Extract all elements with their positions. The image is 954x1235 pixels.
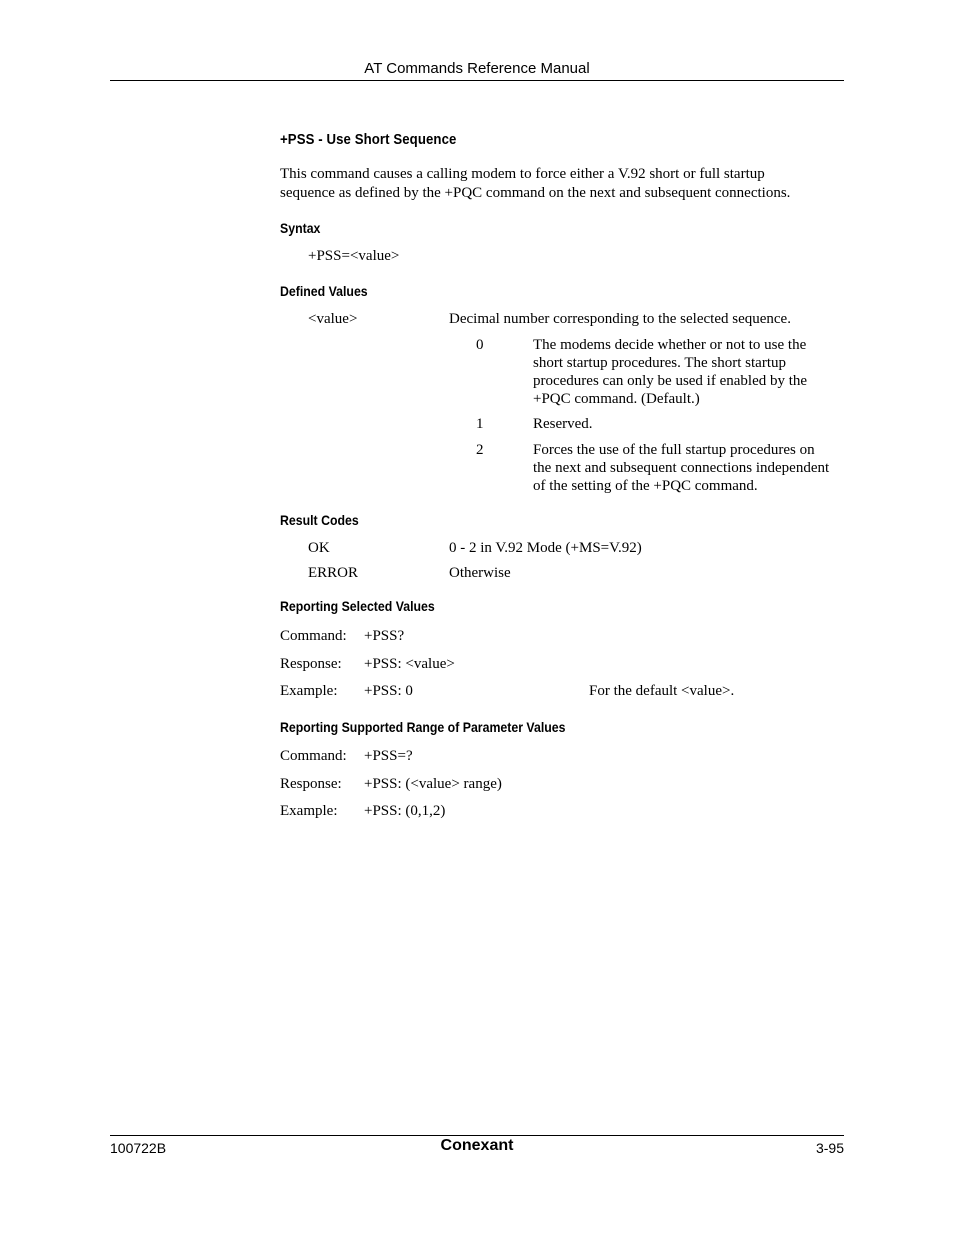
param-name: <value>: [308, 311, 358, 327]
syntax-command: +PSS=<value>: [308, 248, 400, 264]
option-code-0: 0: [476, 337, 484, 353]
intro-paragraph: [280, 165, 790, 203]
option-desc-0: [533, 336, 807, 408]
running-header-title: AT Commands Reference Manual: [364, 60, 590, 77]
option-desc-line: Forces the use of the full startup procedures on: [533, 442, 815, 458]
option-desc-line: procedures can only be used if enabled by the: [533, 373, 808, 389]
footer-rule: [110, 1135, 844, 1136]
reporting-selected-heading: Reporting Selected Values: [280, 598, 435, 614]
option-desc-1: [533, 415, 593, 433]
reporting-range-heading: Reporting Supported Range of Parameter Values: [280, 719, 566, 735]
selected-example-value: +PSS: 0: [364, 683, 413, 699]
syntax-heading: Syntax: [280, 220, 321, 236]
selected-command-label: Command:: [280, 628, 347, 644]
intro-line: This command causes a calling modem to force either a V.92 short or full startup: [280, 166, 765, 182]
footer-doc-number: 100722B: [110, 1140, 167, 1156]
option-desc-2: [533, 441, 829, 495]
result-desc-ok: 0 - 2 in V.92 Mode (+MS=V.92): [449, 540, 642, 556]
result-desc-error: Otherwise: [449, 565, 511, 581]
footer-page-number: 3-95: [815, 1140, 844, 1156]
option-desc-line: of the setting of the +PQC command.: [533, 478, 758, 494]
selected-response-label: Response:: [280, 656, 342, 672]
range-command-value: +PSS=?: [364, 748, 413, 764]
result-codes-heading: Result Codes: [280, 512, 359, 528]
selected-response-value: +PSS: <value>: [364, 656, 455, 672]
option-desc-line: +PQC command. (Default.): [533, 391, 700, 407]
result-code-ok: OK: [308, 540, 330, 556]
result-code-error: ERROR: [308, 565, 359, 581]
option-code-2: 2: [476, 442, 484, 458]
option-desc-line: short startup procedures. The short startup: [533, 355, 787, 371]
selected-command-value: +PSS?: [364, 628, 405, 644]
option-desc-line: The modems decide whether or not to use the: [533, 337, 807, 353]
range-example-value: +PSS: (0,1,2): [364, 803, 446, 819]
range-example-label: Example:: [280, 803, 338, 819]
option-desc-line: the next and subsequent connections independent: [533, 460, 830, 476]
footer-company: Conexant: [440, 1137, 514, 1154]
defined-values-heading: Defined Values: [280, 283, 368, 299]
range-response-label: Response:: [280, 776, 342, 792]
range-response-value: +PSS: (<value> range): [364, 776, 502, 792]
option-desc-line: Reserved.: [533, 416, 593, 432]
selected-example-note: For the default <value>.: [589, 683, 735, 699]
param-description: Decimal number corresponding to the selected sequence.: [449, 311, 791, 327]
selected-example-label: Example:: [280, 683, 338, 699]
option-code-1: 1: [476, 416, 484, 432]
section-title: +PSS - Use Short Sequence: [280, 131, 457, 148]
range-command-label: Command:: [280, 748, 347, 764]
intro-line: sequence as defined by the +PQC command on the next and subsequent connections.: [280, 185, 791, 201]
header-rule: [110, 80, 844, 81]
